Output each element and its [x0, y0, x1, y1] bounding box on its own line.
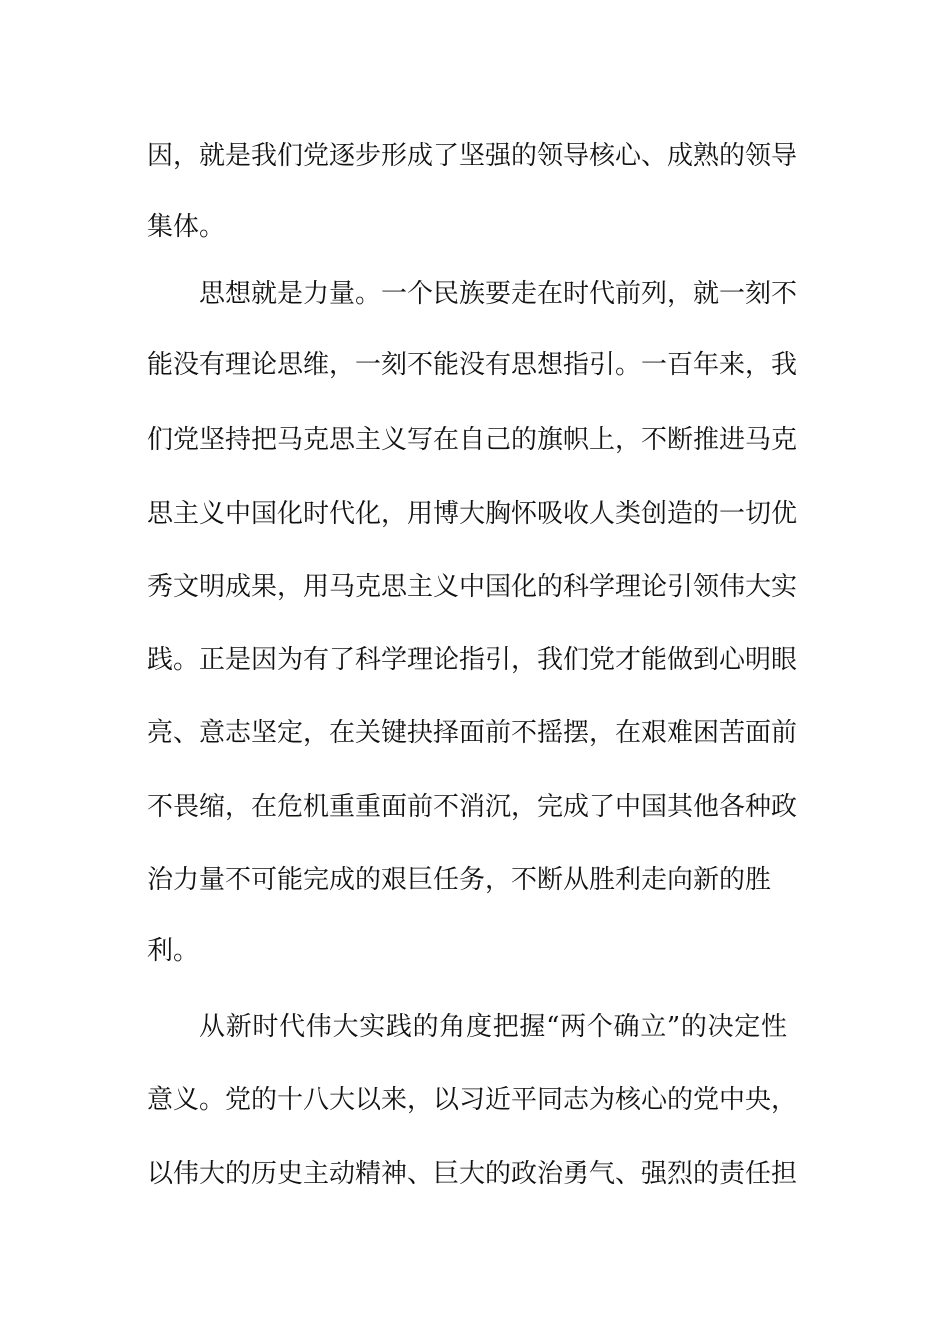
- text-line: 们党坚持把马克思主义写在自己的旗帜上，不断推进马克: [147, 425, 798, 455]
- text-line: 亮、意志坚定，在关键抉择面前不摇摆，在艰难困苦面前: [147, 718, 798, 748]
- text-line: 践。正是因为有了科学理论指引，我们党才能做到心明眼: [147, 645, 798, 675]
- text-line: 治力量不可能完成的艰巨任务，不断从胜利走向新的胜: [147, 865, 772, 895]
- paragraph-first-line: 从新时代伟大实践的角度把握“两个确立”的决定性: [199, 1012, 787, 1042]
- text-line: 意义。党的十八大以来，以习近平同志为核心的党中央，: [147, 1085, 798, 1115]
- text-line: 以伟大的历史主动精神、巨大的政治勇气、强烈的责任担: [147, 1159, 798, 1189]
- text-line: 因，就是我们党逐步形成了坚强的领导核心、成熟的领导: [147, 141, 798, 171]
- text-line: 利。: [147, 936, 200, 966]
- text-line: 能没有理论思维，一刻不能没有思想指引。一百年来，我: [147, 350, 798, 380]
- text-line: 不畏缩，在危机重重面前不消沉，完成了中国其他各种政: [147, 792, 798, 822]
- paragraph-first-line: 思想就是力量。一个民族要走在时代前列，就一刻不: [199, 279, 798, 309]
- text-line: 集体。: [147, 212, 226, 242]
- text-line: 思主义中国化时代化，用博大胸怀吸收人类创造的一切优: [147, 499, 798, 529]
- text-line: 秀文明成果，用马克思主义中国化的科学理论引领伟大实: [147, 572, 798, 602]
